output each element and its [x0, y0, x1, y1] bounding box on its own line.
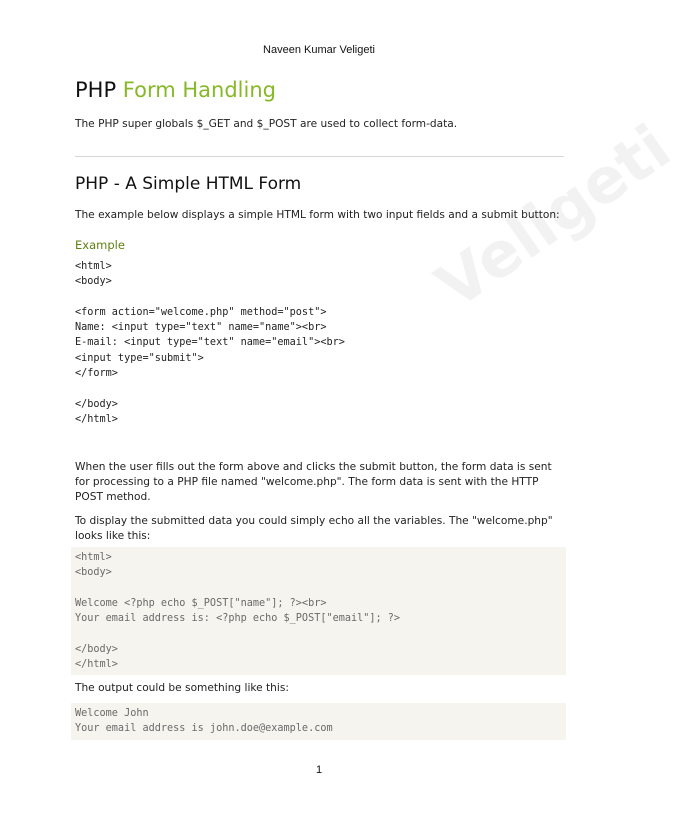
section-heading: PHP - A Simple HTML Form — [75, 174, 302, 194]
paragraph-welcome-intro: To display the submitted data you could simply echo all the variables. The "welcome.php" looks like this: — [75, 515, 553, 542]
paragraph-form-submit: When the user fills out the form above and clicks the submit button, the form data is sent for processing to a PHP file named "welcome.php". The form data is sent with the HTTP POST method. — [75, 461, 552, 503]
paragraph-output-intro: The output could be something like this: — [75, 682, 289, 694]
welcome-code-block: <html> <body> Welcome <?php echo $_POST["name"]; ?><br> Your email address is: <?php echo $_POST["email"]; ?> </body> </html> — [75, 552, 401, 671]
watermark: Veligeti — [423, 110, 683, 323]
form-code-block: <html> <body> <form action="welcome.php" method="post"> Name: <input type="text" name="name"><br> E-mail: <input type="text" name="email"><br> <input type="submit"> </form> </body> </html> — [75, 261, 345, 425]
welcome-code-box — [71, 547, 566, 675]
title-prefix: PHP — [75, 78, 123, 102]
output-code-box — [71, 703, 566, 740]
page-number: 1 — [315, 764, 323, 776]
example-label: Example — [75, 238, 125, 252]
page-header-author: Naveen Kumar Veligeti — [263, 44, 375, 56]
intro-text: The PHP super globals $_GET and $_POST are used to collect form-data. — [75, 118, 458, 130]
title-accent: Form Handling — [122, 78, 276, 102]
page-title — [75, 78, 276, 102]
divider — [75, 156, 564, 157]
output-code-block: Welcome John Your email address is john.doe@example.com — [75, 708, 333, 735]
section-description: The example below displays a simple HTML form with two input fields and a submit button: — [75, 209, 560, 221]
